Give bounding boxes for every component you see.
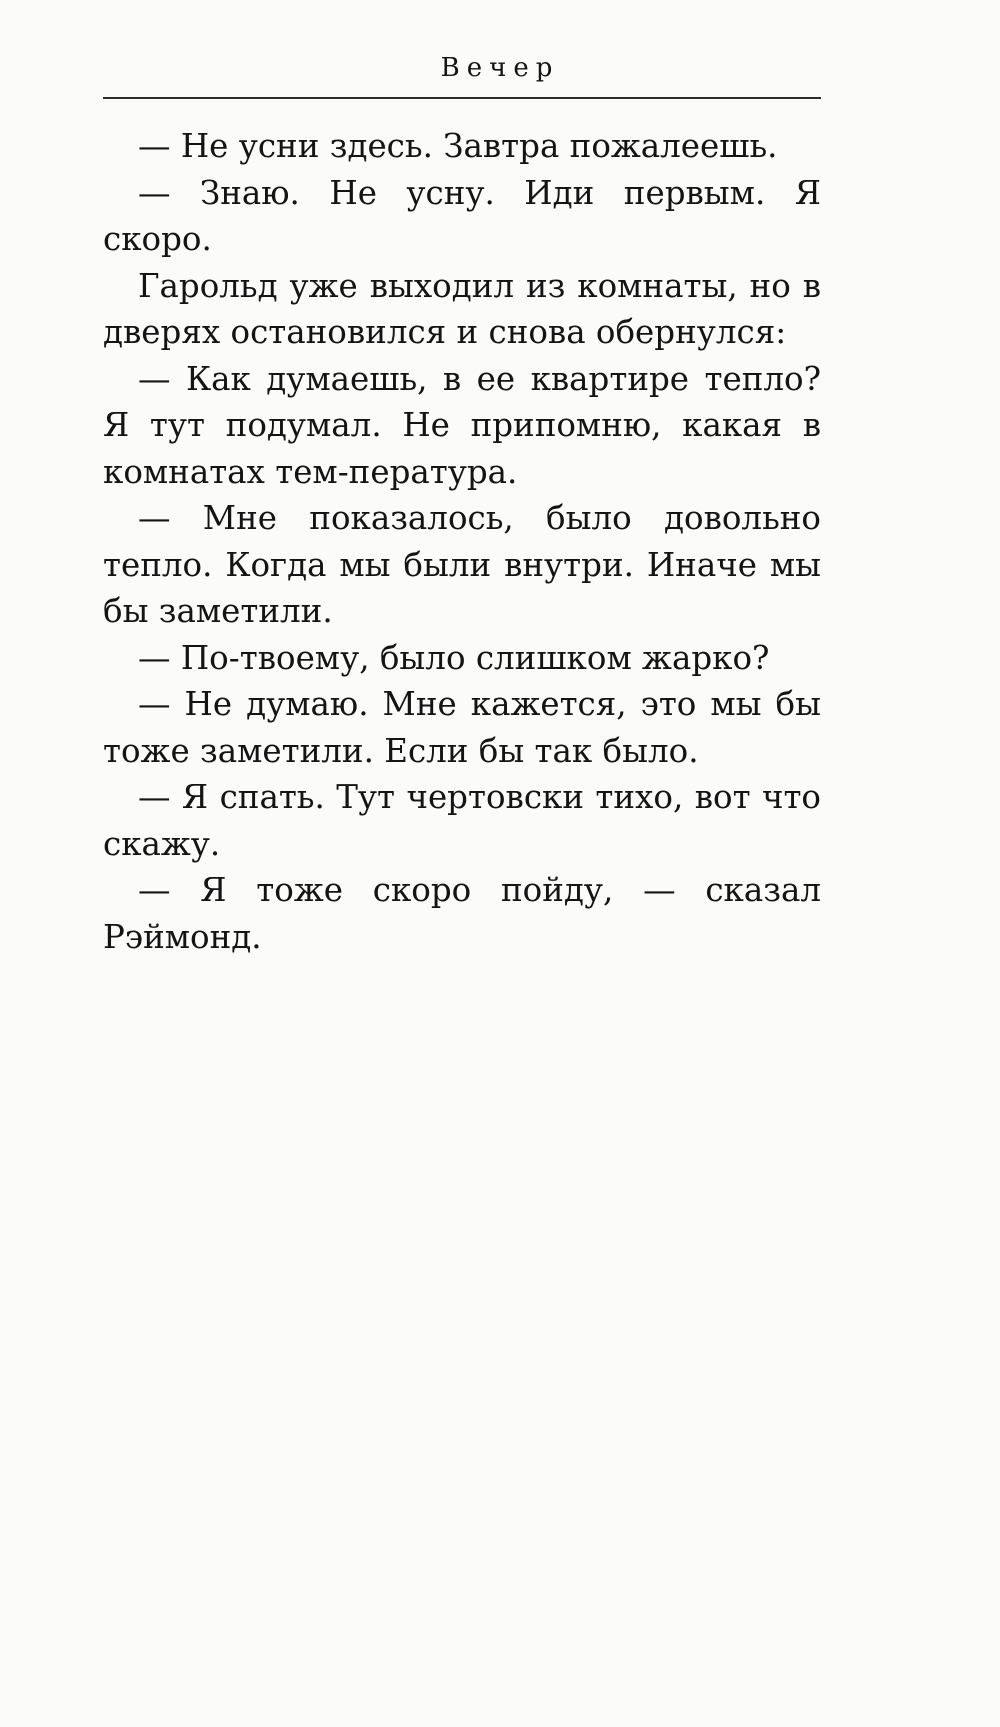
page-body	[103, 123, 821, 960]
paragraph: Гарольд уже выходил из комнаты, но в дверях остановился и снова обернулся:	[103, 266, 821, 351]
paragraph: — Знаю. Не усну. Иди первым. Я скоро.	[103, 173, 821, 258]
paragraph: — По-твоему, было слишком жарко?	[138, 638, 770, 677]
paragraph: — Я спать. Тут чертовски тихо, вот что скажу.	[103, 778, 821, 863]
paragraph: — Как думаешь, в ее квартире тепло? Я тут подумал. Не припомню, какая в комнатах тем-пература.	[103, 359, 821, 491]
paragraph: — Не думаю. Мне кажется, это мы бы тоже заметили. Если бы так было.	[103, 685, 821, 770]
header-rule	[103, 97, 821, 99]
running-head-title: Вечер	[440, 53, 560, 83]
paragraph: — Не усни здесь. Завтра пожалеешь.	[138, 127, 778, 165]
paragraph: — Я тоже скоро пойду, — сказал Рэймонд.	[103, 871, 821, 956]
paragraph: — Мне показалось, было довольно тепло. Когда мы были внутри. Иначе мы бы заметили.	[103, 499, 821, 630]
